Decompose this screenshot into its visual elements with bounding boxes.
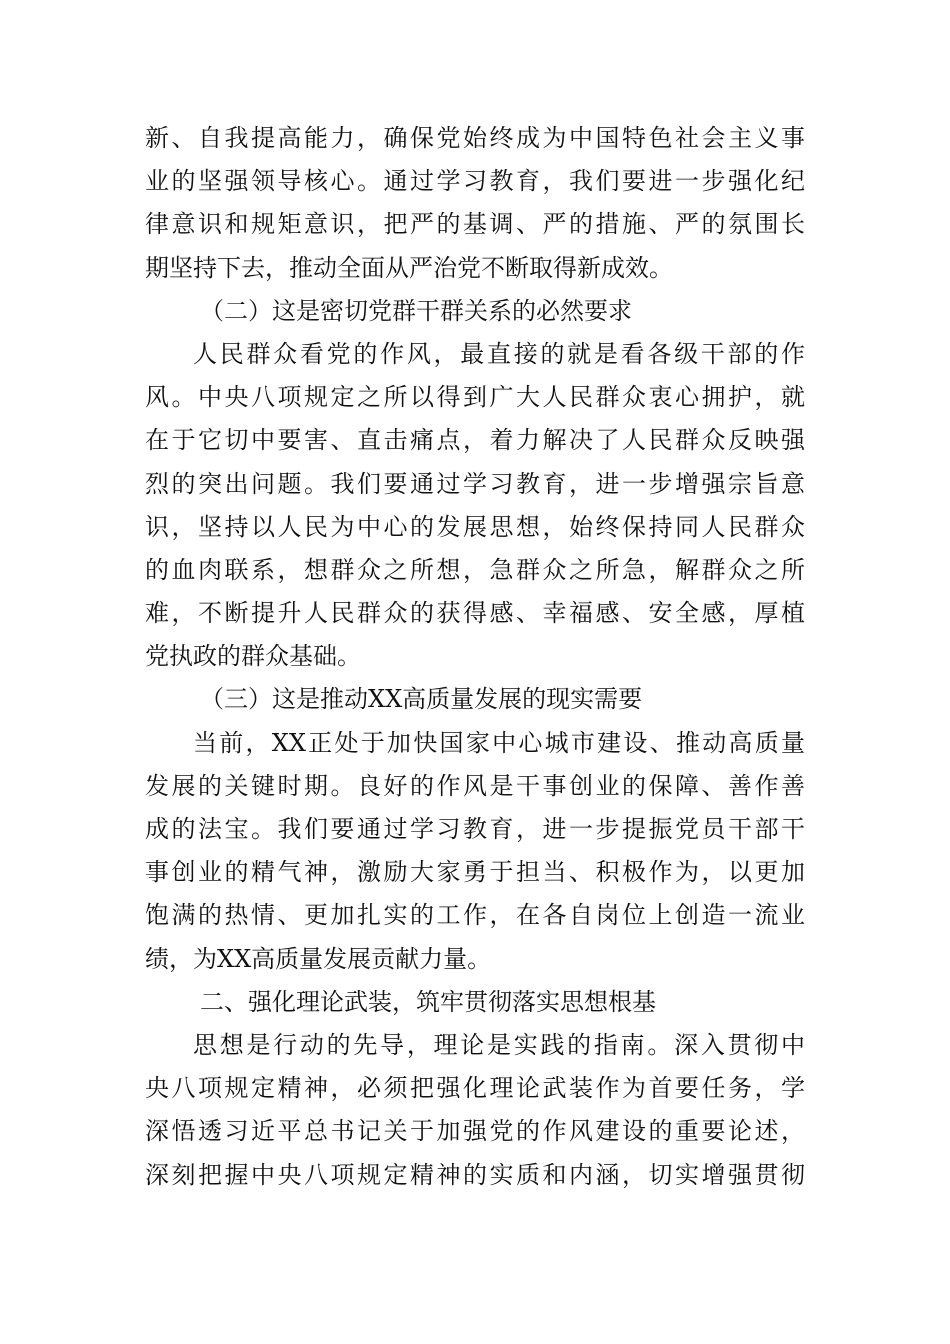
paragraph-first-line: 思想是行动的先导，理论是实践的指南。深入贯彻中 bbox=[193, 1030, 805, 1059]
body-line: 深刻把握中央八项规定精神的实质和内涵，切实增强贯彻 bbox=[145, 1160, 805, 1189]
body-line: 业的坚强领导核心。通过学习教育，我们要进一步强化纪 bbox=[145, 167, 805, 196]
body-line: 识，坚持以人民为中心的发展思想，始终保持同人民群众 bbox=[145, 512, 805, 541]
body-line: 期坚持下去，推动全面从严治党不断取得新成效。 bbox=[145, 253, 673, 282]
body-line: 新、自我提高能力，确保党始终成为中国特色社会主义事 bbox=[145, 124, 805, 152]
body-line: 的血肉联系，想群众之所想，急群众之所急，解群众之所 bbox=[145, 555, 805, 584]
body-line: 风。中央八项规定之所以得到广大人民群众衷心拥护，就 bbox=[145, 383, 805, 412]
body-line: 央八项规定精神，必须把强化理论武装作为首要任务，学 bbox=[145, 1074, 805, 1103]
section-heading: （三）这是推动XX高质量发展的现实需要 bbox=[200, 685, 643, 714]
body-line: 深悟透习近平总书记关于加强党的作风建设的重要论述， bbox=[145, 1117, 805, 1146]
paragraph-first-line: 人民群众看党的作风，最直接的就是看各级干部的作 bbox=[193, 339, 805, 368]
body-line: 绩，为XX高质量发展贡献力量。 bbox=[145, 944, 492, 973]
body-line: 成的法宝。我们要通过学习教育，进一步提振党员干部干 bbox=[145, 815, 805, 843]
body-line: 事创业的精气神，激励大家勇于担当、积极作为，以更加 bbox=[145, 858, 805, 887]
body-line: 饱满的热情、更加扎实的工作，在各自岗位上创造一流业 bbox=[145, 901, 805, 930]
paragraph-first-line: 当前，XX正处于加快国家中心城市建设、推动高质量 bbox=[193, 728, 805, 757]
body-line: 在于它切中要害、直击痛点，着力解决了人民群众反映强 bbox=[145, 426, 805, 455]
body-line: 烈的突出问题。我们要通过学习教育，进一步增强宗旨意 bbox=[145, 469, 805, 498]
section-heading: （二）这是密切党群干群关系的必然要求 bbox=[200, 296, 632, 325]
body-line: 发展的关键时期。良好的作风是干事创业的保障、善作善 bbox=[145, 771, 805, 800]
chapter-heading: 二、强化理论武装，筑牢贯彻落实思想根基 bbox=[200, 987, 656, 1016]
body-line: 党执政的群众基础。 bbox=[145, 642, 361, 671]
body-line: 难，不断提升人民群众的获得感、幸福感、安全感，厚植 bbox=[145, 599, 805, 628]
body-line: 律意识和规矩意识，把严的基调、严的措施、严的氛围长 bbox=[145, 210, 805, 239]
